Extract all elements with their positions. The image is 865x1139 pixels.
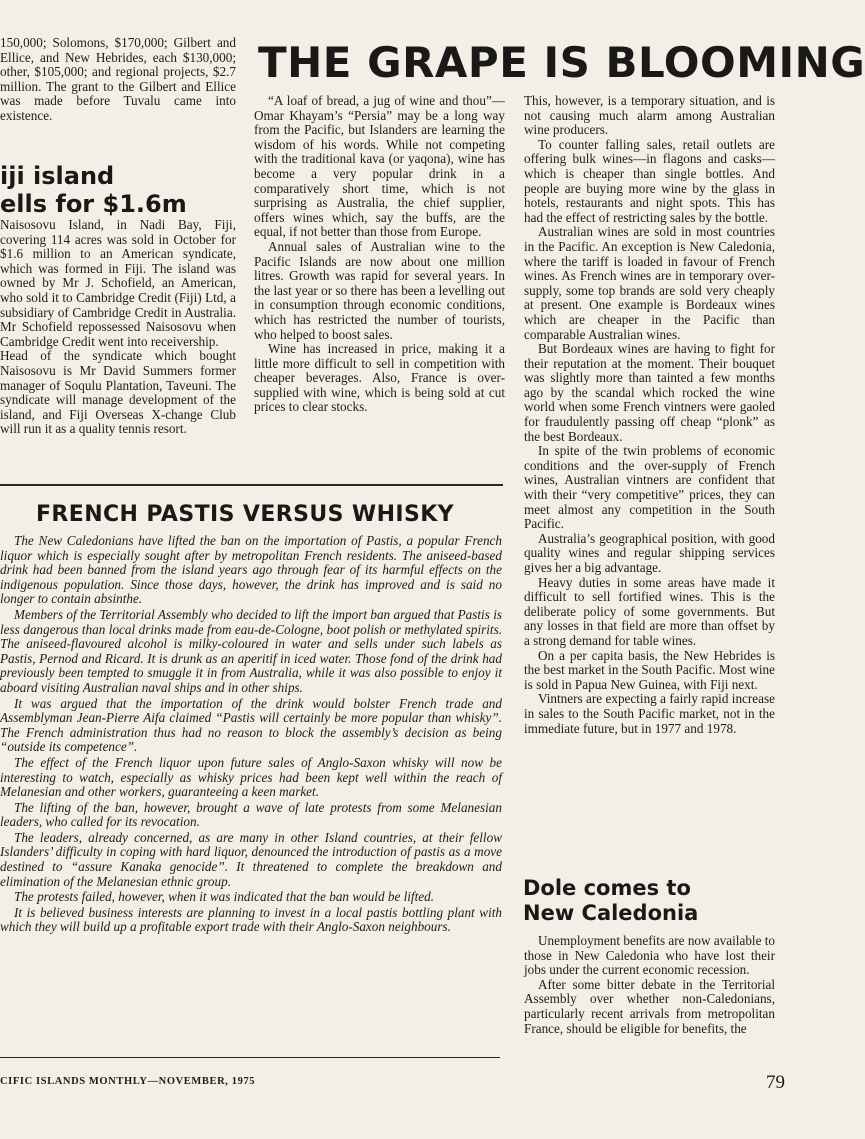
paragraph: The New Caledonians have lifted the ban on the importation of Pastis, a popular French liquor which is especially sought after by metropolitan French residents. The aniseed-based drink had been banned from the island years ago through fear of its harmful effects on the indigenous population. Since those days, however, the drink has improved and is said no longer to contain absinthe.: [0, 533, 502, 607]
grape-story-column-1: [254, 94, 505, 474]
paragraph: The protests failed, however, when it was indicated that the ban would be lifted.: [14, 889, 435, 905]
paragraph: Australia’s geographical position, with good quality wines and regular shipping services gives her a big advantage.: [524, 530, 775, 575]
pastis-story-headline: FRENCH PASTIS VERSUS WHISKY: [36, 502, 454, 527]
paragraph: On a per capita basis, the New Hebrides is the best market in the South Pacific. Most wine is sold in Papua New Guinea, with Fiji next.: [524, 647, 775, 692]
dole-story-headline: [523, 876, 783, 926]
paragraph: This, however, is a temporary situation, and is not causing much alarm among Australian wine producers.: [524, 93, 775, 138]
grape-story-column-2: [524, 94, 775, 858]
paragraph: Heavy duties in some areas have made it difficult to sell fortified wines. This is the deliberate policy of some governments. But any losses in that field are more than offset by a strong demand for table wines.: [524, 574, 775, 648]
paragraph: To counter falling sales, retail outlets are offering bulk wines—in flagons and casks—which is cheaper than single bottles. And people are buying more wine by the glass in hotels, restaurants and night spots. This has had the effect of restricting sales by the bottle.: [524, 136, 775, 225]
paragraph: After some bitter debate in the Territorial Assembly over whether non-Caledonians, particularly recent arrivals from metropolitan France, should be eligible for benefits, the: [524, 976, 775, 1036]
publication-footer: CIFIC ISLANDS MONTHLY—NOVEMBER, 1975: [0, 1076, 256, 1087]
paragraph: But Bordeaux wines are having to fight for their reputation at the moment. Their bouquet was slightly more than tainted a few months ago by the scandal which rocked the wine world when some French vintners were gaoled for fraudulently passing off cheap “plonk” as the best Bordeaux.: [524, 341, 775, 444]
paragraph: It was argued that the importation of the drink would bolster French trade and Assemblyman Jean-Pierre Aifa claimed “Pastis will certainly be more popular than whisky”. The French administration thus had no reason to block the assembly’s decision as being “outside its competence”.: [0, 695, 502, 755]
paragraph: Head of the syndicate which bought Naisosovu is Mr David Summers former manager of Soqulu Plantation, Taveuni. The syndicate will manage development of the island, and Fiji Overseas X-change Club will run it as a quality tennis resort.: [0, 348, 236, 437]
paragraph: Unemployment benefits are now available to those in New Caledonia who have lost their jobs under the current economic recession.: [524, 933, 775, 978]
fiji-story-headline: [0, 162, 240, 218]
paragraph: The effect of the French liquor upon future sales of Anglo-Saxon whisky will now be interesting to watch, especially as whisky prices had been kept well within the reach of Melanesian and other workers, guaranteeing a keen market.: [0, 754, 502, 800]
headline-line: New Caledonia: [523, 901, 699, 925]
top-left-continued-text: [0, 36, 236, 124]
paragraph: Annual sales of Australian wine to the Pacific Islands are now about one million litres. Growth was rapid for several years. In the last year or so there has been a levelling out in consumption through economic conditions, which has restricted the number of tourists, who helped to boost sales.: [254, 238, 505, 342]
headline-line: iji island: [0, 162, 115, 190]
headline-line: ells for $1.6m: [0, 190, 187, 218]
paragraph: Vintners are expecting a fairly rapid increase in sales to the South Pacific market, not in the immediate future, but in 1977 and 1978.: [524, 691, 775, 736]
paragraph: The leaders, already concerned, as are many in other Island countries, at their fellow Islanders’ difficulty in coping with hard liquor, denounced the introduction of pastis as a move destined to “assure Kanaka genocide”. It threatened to complete the breakdown and elimination of the Melanesian ethnic group.: [0, 829, 502, 889]
page-number: 79: [766, 1072, 785, 1093]
fiji-story-body: [0, 218, 236, 474]
pastis-story-body: [0, 534, 502, 1044]
paragraph: 150,000; Solomons, $170,000; Gilbert and Ellice, and New Hebrides, each $130,000; other, $105,000; and regional projects, $2.7 million. The grant to the Gilbert and Ellice was made before Tuvalu came into existence.: [0, 35, 236, 123]
paragraph: “A loaf of bread, a jug of wine and thou”—Omar Khayam’s “Persia” may be a long way from the Pacific, but Islanders are learning the wisdom of his words. While not competing with the traditional kava (or yaqona), wine has become a very popular drink in a comparatively short time, which is not surprising as Australia, the chief supplier, offers wines which, say the buffs, are the equal, if not better than those from Europe.: [254, 93, 505, 240]
paragraph: Members of the Territorial Assembly who decided to lift the import ban argued that Pastis is less dangerous than local drinks made from eau-de-Cologne, boot polish or methylated spirits. The aniseed-flavoured alcohol is milky-coloured in water and sells under such labels as Pastis, Pernod and Ricard. It is drunk as an aperitif in iced water. Those fond of the drink had previously been tempted to smuggle it in from Australia, while it was also possible to enjoy it aboard visiting Australian naval ships and in other ships.: [0, 606, 502, 695]
dole-story-body: [524, 934, 775, 1064]
paragraph: The lifting of the ban, however, brought a wave of late protests from some Melanesian leaders, who called for its revocation.: [0, 799, 502, 830]
paragraph: Australian wines are sold in most countries in the Pacific. An exception is New Caledonia, where the tariff is loaded in favour of French wines. As French wines are in temporary over-supply, some top brands are sold very cheaply at present. One example is Bordeaux wines which are cheaper in the Pacific than comparable Australian wines.: [524, 224, 775, 342]
headline-line: Dole comes to: [523, 876, 691, 900]
grape-story-headline: THE GRAPE IS BLOOMING: [258, 38, 865, 87]
paragraph: In spite of the twin problems of economic conditions and the over-supply of French wines, Australian vintners are confident that with their “very competitive” prices, they can meet almost any competition in the South Pacific.: [524, 443, 775, 532]
paragraph: Wine has increased in price, making it a little more difficult to sell in competition with cheaper beverages. Also, France is over-supplied with wine, which is being sold at cut prices to clear stocks.: [254, 341, 505, 415]
section-divider: [0, 484, 503, 486]
footer-divider: [0, 1057, 500, 1058]
paragraph: It is believed business interests are planning to invest in a local pastis bottling plant with which they will build up a profitable export trade with their Anglo-Saxon neighbours.: [0, 904, 502, 935]
paragraph: Naisosovu Island, in Nadi Bay, Fiji, covering 114 acres was sold in October for $1.6 million to an American syndicate, which was formed in Fiji. The island was owned by Mr J. Schofield, an American, who sold it to Cambridge Credit (Fiji) Ltd, a subsidiary of Cambridge Credit in Australia. Mr Schofield repossessed Naisosovu when Cambridge Credit went into receivership.: [0, 217, 236, 349]
